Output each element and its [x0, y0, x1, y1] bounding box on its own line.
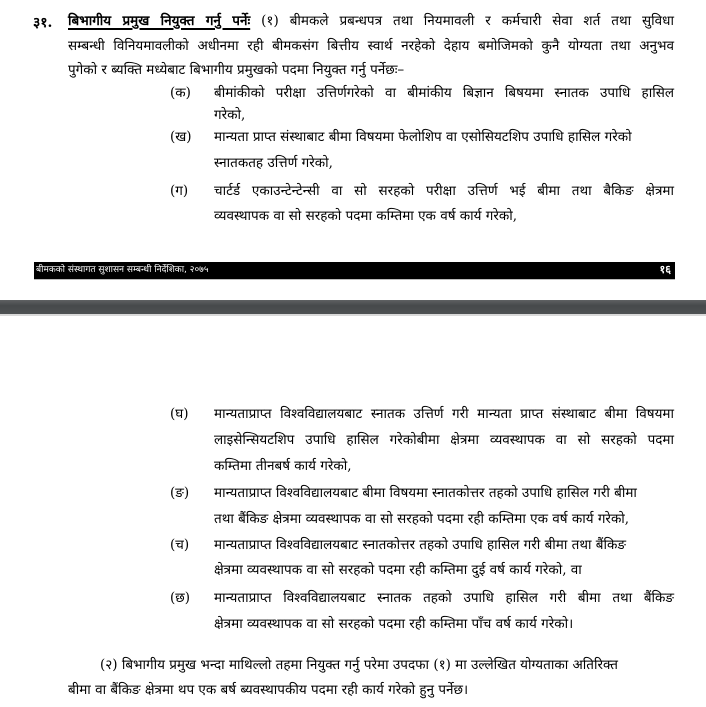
item-ga-line-2: व्यवस्थापक वा सो सरहको पदमा कम्तिमा एक वर्ष कार्य गरेको, — [214, 208, 518, 224]
subsection-2-line-1: (२) बिभागीय प्रमुख भन्दा माथिल्लो तहमा नियुक्त गर्नु परेमा उपदफा (१) मा उल्लेखित योग्यताका अतिरिक्त — [100, 657, 618, 673]
item-label-gha: (घ) — [170, 406, 189, 422]
page-footer-bar — [34, 262, 675, 280]
item-label-cha: (च) — [170, 537, 190, 553]
item-label-kha: (ख) — [170, 129, 192, 145]
item-label-chha: (छ) — [170, 590, 190, 606]
item-chha-line-1: मान्यताप्राप्त विश्वविद्यालयबाट स्नातक तहको उपाधि हासिल गरी बीमा तथा बैंकिङ — [214, 590, 674, 606]
item-label-ka: (क) — [170, 85, 191, 101]
document-page-17 — [0, 318, 706, 707]
document-page-16 — [0, 0, 706, 300]
subsection-2-line-2: बीमा वा बैंकिङ क्षेत्रमा थप एक बर्ष ब्यवस्थापकीय पदमा रही कार्य गरेको हुनु पर्नेछ। — [68, 682, 469, 698]
section-intro-line-2: सम्बन्धी विनियमावलीको अधीनमा रही बीमकसंग बित्तीय स्वार्थ नरहेको देहाय बमोजिमको कुनै योग्यता तथा अनुभव — [68, 38, 674, 54]
item-kha-line-2: स्नातकतह उत्तिर्ण गरेको, — [214, 155, 333, 171]
section-number: ३१. — [33, 15, 53, 31]
section-intro-line-3: पुगेको र ब्यक्ति मध्येबाट बिभागीय प्रमुखको पदमा नियुक्त गर्नु पर्नेछः– — [68, 62, 405, 78]
page-separator — [0, 300, 706, 316]
section-title: बिभागीय प्रमुख नियुक्त गर्नु पर्नेः — [68, 13, 251, 29]
item-gha-line-2: लाइसेन्सियटशिप उपाधि हासिल गरेकोबीमा क्षेत्रमा व्यवस्थापक वा सो सरहको पदमा — [214, 432, 674, 448]
item-ka-line-2: गरेको, — [214, 107, 246, 123]
item-gha-line-3: कम्तिमा तीनबर्ष कार्य गरेको, — [214, 458, 352, 474]
item-label-nga: (ङ) — [170, 485, 190, 501]
item-nga-line-2: तथा बैंकिङ क्षेत्रमा व्यवस्थापक वा सो सरहको पदमा रही कम्तिमा एक वर्ष कार्य गरेको, — [214, 511, 630, 527]
item-ga-line-1: चार्टर्ड एकाउन्टेन्टेन्सी वा सो सरहको परीक्षा उत्तिर्ण भई बीमा तथा बैकिङ क्षेत्रमा — [214, 183, 674, 199]
item-chha-line-2: क्षेत्रमा व्यवस्थापक वा सो सरहको पदमा रही कम्तिमा पाँच वर्ष कार्य गरेको। — [214, 616, 574, 632]
item-cha-line-2: क्षेत्रमा व्यवस्थापक वा सो सरहको पदमा रही कम्तिमा दुई वर्ष कार्य गरेको, वा — [214, 562, 582, 578]
item-cha-line-1: मान्यताप्राप्त विश्वविद्यालयबाट स्नातकोत्तर तहको उपाधि हासिल गरी बीमा तथा बैंकिङ — [214, 537, 626, 553]
section-intro-line-1 — [68, 12, 674, 30]
section-intro-text: (१) बीमकले प्रबन्धपत्र तथा नियमावली र कर्मचारी सेवा शर्त तथा सुविधा — [250, 13, 674, 29]
item-gha-line-1: मान्यताप्राप्त विश्वविद्यालयबाट स्नातक उत्तिर्ण गरी मान्यता प्राप्त संस्थाबाट बीमा विषयमा — [214, 406, 674, 422]
footer-document-title: बीमकको संस्थागत सुशासन सम्बन्धी निर्देशिका, २०७५ — [36, 265, 209, 275]
item-nga-line-1: मान्यताप्राप्त विश्वविद्यालयबाट बीमा विषयमा स्नातकोत्तर तहको उपाधि हासिल गरी बीमा — [214, 485, 637, 501]
item-ka-line-1: बीमांकीको परीक्षा उत्तिर्णगरेको वा बीमांकीय बिज्ञान बिषयमा स्नातक उपाधि हासिल — [214, 85, 674, 101]
footer-page-number: १६ — [659, 263, 671, 276]
item-kha-line-1: मान्यता प्राप्त संस्थाबाट बीमा विषयमा फेलोशिप वा एसोसियटशिप उपाधि हासिल गरेको — [214, 129, 632, 145]
item-label-ga: (ग) — [170, 183, 189, 199]
